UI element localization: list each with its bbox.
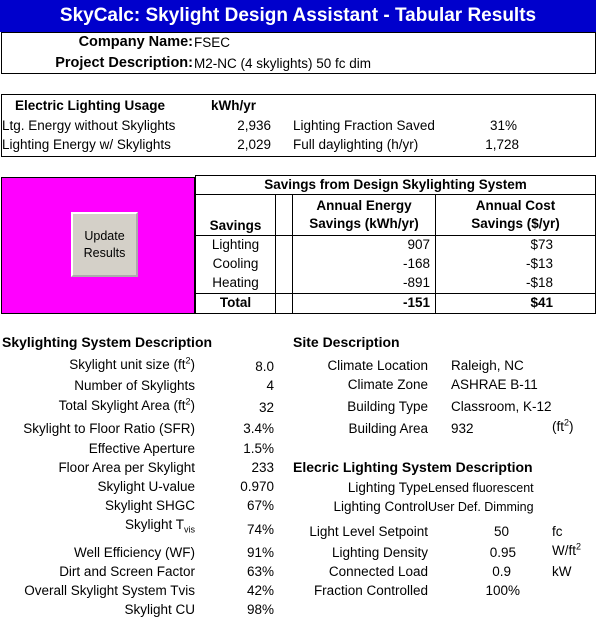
savings-row-lighting-energy: 907 [407, 237, 430, 252]
savings-row-total-cost: $41 [530, 295, 553, 310]
skylight-cu-label: Skylight CU [124, 602, 195, 617]
overall-tvis-label: Overall Skylight System Tvis [24, 583, 195, 598]
savings-row-heating-cost: -$18 [525, 275, 553, 290]
savings-col-header: Savings [209, 218, 262, 233]
lighting-density-unit: $W/ft^2$ [552, 541, 582, 558]
lighting-density-label: Lighting Density [331, 545, 428, 560]
light-level-setpoint-value: 50 [493, 524, 509, 539]
climate-location-label: Climate Location [327, 358, 428, 373]
connected-load-value: 0.9 [492, 564, 511, 579]
ltg-energy-without-label: Ltg. Energy without Skylights [2, 118, 176, 133]
skylight-tvis-label: Skylight $T_{vis}$ [124, 517, 195, 535]
company-label: Company Name: [78, 34, 193, 50]
total-skylight-area-value: 32 [258, 400, 274, 415]
update-results-button[interactable] [71, 212, 138, 277]
skylight-shgc-label: Skylight SHGC [104, 498, 195, 513]
company-value: FSEC [194, 35, 231, 50]
lighting-fraction-saved-label: Lighting Fraction Saved [293, 118, 435, 133]
lighting-type-label: Lighting Type [347, 480, 428, 495]
connected-load-label: Connected Load [328, 564, 428, 579]
number-of-skylights-value: 4 [266, 378, 274, 393]
light-level-setpoint-unit: fc [552, 524, 563, 539]
climate-zone-label: Climate Zone [347, 377, 428, 392]
building-type-value: Classroom, K-12 [451, 399, 552, 414]
page-title: SkyCalc: Skylight Design Assistant - Tabular Results [0, 0, 596, 32]
sfr-value: 3.4% [243, 421, 274, 436]
dirt-screen-factor-label: Dirt and Screen Factor [59, 564, 195, 579]
skylight-unit-size-label: Skylight unit size $(ft^2)$ [69, 355, 195, 372]
electric-usage-unit: kWh/yr [211, 98, 257, 113]
update-button-line1: Update [84, 229, 125, 243]
ltg-energy-with-value: 2,029 [237, 137, 271, 152]
skylight-u-value-value: 0.970 [240, 479, 274, 494]
lighting-control-value: User Def. Dimming [428, 500, 534, 514]
climate-zone-value: ASHRAE B-11 [451, 377, 538, 392]
savings-row-lighting-cost: $73 [530, 237, 553, 252]
effective-aperture-value: 1.5% [243, 441, 274, 456]
savings-row-total-energy: -151 [402, 295, 430, 310]
climate-location-value: Raleigh, NC [451, 358, 524, 373]
savings-row-cooling-cost: -$13 [525, 256, 553, 271]
savings-row-heating-energy: -891 [402, 275, 430, 290]
skylight-u-value-label: Skylight U-value [97, 479, 195, 494]
number-of-skylights-label: Number of Skylights [74, 378, 195, 393]
skylight-shgc-value: 67% [246, 498, 274, 513]
dirt-screen-factor-value: 63% [246, 564, 274, 579]
building-area-value: 932 [451, 421, 474, 436]
ltg-energy-with-label: Lighting Energy w/ Skylights [2, 137, 171, 152]
ltg-energy-without-value: 2,936 [237, 118, 271, 133]
full-daylighting-label: Full daylighting (h/yr) [293, 137, 419, 152]
well-efficiency-value: 91% [246, 545, 274, 560]
total-skylight-area-label: Total Skylight Area $(ft^2)$ [58, 396, 195, 413]
floor-area-per-skylight-value: 233 [251, 460, 274, 475]
building-type-label: Building Type [347, 399, 428, 414]
electric-usage-heading: Electric Lighting Usage [15, 98, 166, 113]
energy-col-header-2: Savings (kWh/yr) [309, 216, 419, 231]
effective-aperture-label: Effective Aperture [88, 441, 195, 456]
energy-col-header-1: Annual Energy [316, 198, 412, 213]
full-daylighting-value: 1,728 [485, 137, 519, 152]
sfr-label: Skylight to Floor Ratio (SFR) [23, 421, 195, 436]
savings-row-cooling: Cooling [212, 256, 259, 271]
cost-col-header-1: Annual Cost [475, 198, 556, 213]
lighting-control-label: Lighting Control [333, 499, 428, 514]
savings-heading: Savings from Design Skylighting System [264, 177, 527, 192]
savings-row-lighting: Lighting [211, 237, 260, 252]
update-button-line2: Results [83, 246, 126, 260]
building-area-label: Building Area [348, 421, 428, 436]
site-heading: Site Description [293, 334, 400, 350]
skylighting-heading: Skylighting System Description [2, 334, 213, 350]
savings-row-total: Total [219, 295, 252, 310]
skylight-unit-size-value: 8.0 [255, 359, 274, 374]
savings-row-heating: Heating [212, 275, 259, 290]
savings-row-cooling-energy: -168 [402, 256, 430, 271]
lighting-system-heading: Elecric Lighting System Description [293, 459, 533, 475]
cost-col-header-2: Savings ($/yr) [471, 216, 560, 231]
light-level-setpoint-label: Light Level Setpoint [309, 524, 428, 539]
floor-area-per-skylight-label: Floor Area per Skylight [58, 460, 195, 475]
skylight-cu-value: 98% [246, 602, 274, 617]
connected-load-unit: kW [552, 564, 572, 579]
project-label: Project Description: [55, 55, 193, 71]
lighting-density-value: 0.95 [489, 545, 516, 560]
fraction-controlled-value: 100% [485, 583, 520, 598]
lighting-fraction-saved-value: 31% [489, 118, 517, 133]
skylight-tvis-value: 74% [246, 522, 274, 537]
fraction-controlled-label: Fraction Controlled [313, 583, 428, 598]
well-efficiency-label: Well Efficiency (WF) [73, 545, 195, 560]
overall-tvis-value: 42% [246, 583, 274, 598]
building-area-unit: $(ft^2)$ [552, 417, 574, 434]
project-value: M2-NC (4 skylights) 50 fc dim [194, 56, 372, 71]
lighting-type-value: Lensed fluorescent [428, 481, 534, 495]
